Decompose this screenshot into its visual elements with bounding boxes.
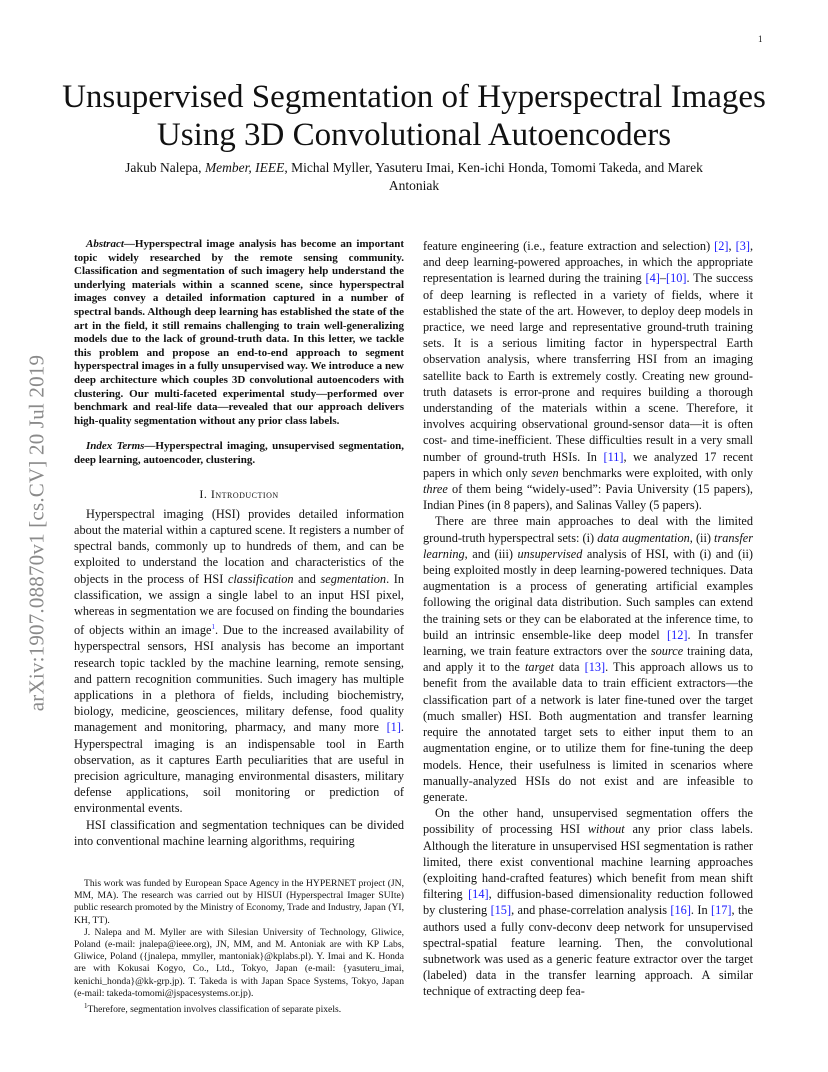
text-run: . The success of deep learning is reflected in a variety of fields, where it established the state of the art. However, to deploy deep models in practice, we need large and representative ground-truth training sets. It is a serious limiting factor in hyperspectral Earth observation analysis, where transferring HSI from an imaging satellite back to Earth is extremely costly. Creating new ground-truth datasets is error-prone and requires building a thorough understanding of the materials within a scene. Therefore, it involves acquiring observational ground-sensor data—it is often cost- and time-inefficient. These difficulties result in a very small number of ground-truth HSIs. In [423,271,754,464]
emphasis-classification: classification [227,571,294,586]
text-run: . In classification, we assign a single label to an input HSI pixel, whereas in segmentation we are focused on finding the boundaries of objects within an image [74,571,404,638]
text-run: , and deep learning-powered approaches, in which the appropriate representation is learned during the training [423,239,754,286]
emphasis-without: without [587,822,625,837]
index-terms-text: —Hyperspectral imaging, unsupervised segmentation, deep learning, autoencoder, clustering. [74,440,404,466]
text-run: . Hyperspectral imaging is an indispensable tool in Earth observation, as it captures Earth peculiarities that are useful in precision agriculture, managing environmental disasters, military defense applications, soil monitoring or prediction of environmental events. [74,720,404,816]
arxiv-id: arXiv:1907.08870v1 [cs.CV] 20 Jul 2019 [24,354,49,712]
left-column [74,238,404,849]
abstract-text: —Hyperspectral image analysis has become an important topic widely researched by the remote sensing community. Classification and segmentation of such imagery help understand the underlying materials within a scanned scene, since hyperspectral images convey a detailed information captured in a number of spectral bands. Although deep learning has established the state of the art in the field, it still remains challenging to train well-generalizing models due to the lack of ground-truth data. In this letter, we tackle this problem and propose an end-to-end approach to segment hyperspectral images in a fully unsupervised way. We introduce a new deep architecture which couples 3D convolutional autoencoders with clustering. Our multi-faceted experimental study—performed over benchmark and real-life data—revealed that our approach delivers high-quality segmentation without any prior class labels. [74,238,404,427]
text-run: , we analyzed 17 recent papers in which only [423,449,753,480]
abstract-label: Abstract [86,238,124,250]
emphasis-source: source [650,644,684,659]
right-paragraph-3 [423,805,753,999]
emphasis-three: three [423,482,448,497]
text-run: There are three main approaches to deal with the limited ground-truth hyperspectral sets: (i) [423,514,753,545]
text-run: , and phase-correlation analysis [511,903,671,918]
text-run: – [659,271,666,286]
citation-link-15[interactable]: [15] [490,903,512,918]
section-heading-introduction: I. Introduction [199,486,279,501]
index-terms-label: Index Terms [86,440,145,453]
arxiv-sidebar-stamp [22,298,52,768]
citation-link-12[interactable]: [12] [666,627,688,642]
emphasis-transfer-learning: transfer learning [423,530,753,561]
citation-link-11[interactable]: [11] [603,449,624,464]
emphasis-data-augmentation: data augmentation [597,530,690,545]
intro-paragraph-2: HSI classification and segmentation techniques can be divided into conventional machine learning algorithms, requiring [74,817,404,848]
text-run: , the authors used a fully conv-deconv deep network for unsupervised spectral-spatial feature learning. Then, the convolutional subnetwork was used as a generic feature extractor over the target (labeled) data in the transfer learning approach. A similar technique of extracting deep fea- [423,903,753,999]
text-run: analysis of HSI, with (i) and (ii) being exploited mostly in deep learning-powered techniques. Data augmentation is a process of generating artificial examples following the original data distribution. Such samples can extend the training sets or they can be elaborated at the inference time, to build an intrinsic ensemble-like deep model [423,546,753,642]
authors-part1: Jakub Nalepa, [125,160,205,175]
text-run: . Due to the increased availability of hyperspectral sensors, HSI analysis has become an important research topic tackled by the machine learning, remote sensing, and pattern recognition communities. Such imagery has multiple applications in a plethora of fields, including biochemistry, biology, medicine, geosciences, military defense, food quality management and monitoring, pharmacy, and many more [74,623,404,735]
authors-part2: , Michal Myller, Yasuteru Imai, Ken-ichi Honda, Tomomi Takeda, and Marek Antoniak [284,160,703,193]
text-run: Hyperspectral imaging (HSI) provides detailed information about the material within a captured scene. It registers a number of spectral bands, commonly up to hundreds of them, and can be exploited to understand the location and characteristics of the objects in the process of HSI [74,506,404,586]
text-run: and [293,571,321,586]
text-run: , and (iii) [464,546,518,561]
author-list [100,159,728,195]
citation-link-14[interactable]: [14] [468,887,489,902]
text-run: . In [690,903,712,918]
text-run: . This approach allows us to benefit from the available data to train efficient extractors—the classification part of a network is later fine-tuned over the target (much smaller) HSI. Both augmentation and transfer learning require the annotated target sets to either input them to an augmentation engine, or to utilize them for fine-tuning the deep models. Hence, their usefulness is limited in scenarios where manually-analyzed HSIs do not exist and are infeasible to generate. [423,660,753,804]
emphasis-seven: seven [531,465,559,480]
text-run: of them being “widely-used”: Pavia University (15 papers), Indian Pines (in 8 papers), and Salinas Valley (5 papers). [423,482,753,513]
right-paragraph-2 [423,513,753,805]
footnotes [74,878,404,1016]
intro-paragraph-1 [74,506,404,817]
citation-link-1[interactable]: [1] [386,720,401,735]
emphasis-target: target [525,660,554,675]
text-run: . In transfer learning, we train feature extractors over the [423,627,753,659]
footnote-1 [74,1000,404,1016]
citation-link-3[interactable]: [3] [735,239,750,253]
emphasis-segmentation: segmentation [320,571,387,586]
citation-link-16[interactable]: [16] [670,903,691,918]
text-run: data [553,660,585,675]
text-run: benchmarks were exploited, with only [558,465,754,480]
paper-title: Unsupervised Segmentation of Hyperspectral Images Using 3D Convolutional Autoencoders [62,79,766,153]
author-membership: Member, IEEE [204,160,285,175]
footnote-1-text: Therefore, segmentation involves classification of separate pixels. [87,1004,342,1016]
right-column [423,238,753,1000]
footnote-link-1[interactable]: 1 [211,623,215,632]
citation-link-4[interactable]: [4] [645,271,660,286]
text-run: , [728,239,736,253]
footnote-mark: 1 [84,1002,88,1011]
text-run: , (ii) [689,530,715,545]
text-run: any prior class labels. Although the literature in unsupervised HSI segmentation is rather limited, there exist conventional machine learning approaches (exploiting hand-crafted features) which benefit from mean shift filtering [423,822,753,902]
right-paragraph-1 [423,238,753,513]
text-run: On the other hand, unsupervised segmentation offers the possibility of processing HSI [423,806,753,837]
abstract [74,238,404,428]
citation-link-17[interactable]: [17] [711,903,732,918]
index-terms [74,440,404,467]
citation-link-10[interactable]: [10] [665,271,687,286]
citation-link-13[interactable]: [13] [584,660,606,675]
footnote-funding: This work was funded by European Space Agency in the HYPERNET project (JN, MM, MA). The research was carried out by HISUI (Hyperspectral Imager SUIte) public research promoted by the Ministry of Economy, Trade and Industry, Japan (YI, KH, TT). [74,878,404,926]
emphasis-unsupervised: unsupervised [517,546,583,561]
text-run: , diffusion-based dimensionality reduction followed by clustering [423,887,753,918]
citation-link-2[interactable]: [2] [714,239,729,253]
text-run: feature engineering (i.e., feature extraction and selection) [423,239,715,253]
text-run: training data, and apply it to the [423,644,753,675]
page-number: 1 [758,34,763,44]
footnote-affiliations: J. Nalepa and M. Myller are with Silesian University of Technology, Gliwice, Poland (e-mail: jnalepa@ieee.org), JN, MM, and M. Antoniak are with KP Labs, Gliwice, Poland ({jnalepa, mmyller, mantoniak}@kplabs.pl). Y. Imai and K. Honda are with Kokusai Kogyo, Co., Ltd., Tokyo, Japan (e-mail: {yasuteru_imai, kenichi_honda}@kk-grp.jp). T. Takeda is with Japan Space Systems, Tokyo, Japan (e-mail: takeda-tomomi@jspacesystems.or.jp). [74,926,404,999]
